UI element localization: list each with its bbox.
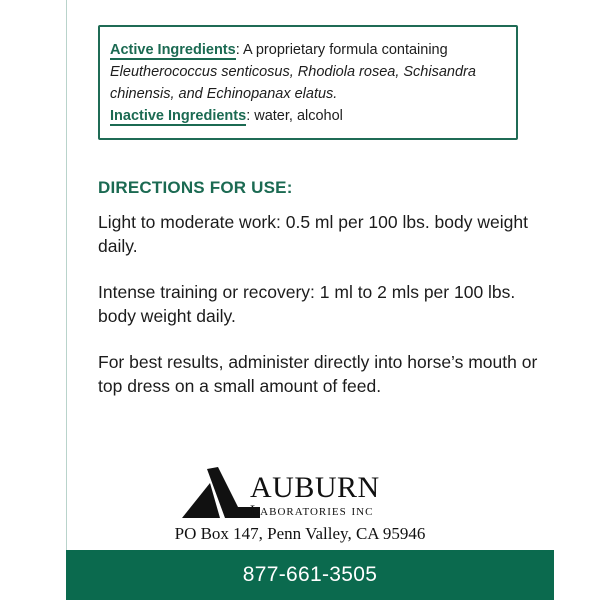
direction-administration: For best results, administer directly into horse’s mouth or top dress on a small amount of feed. [98, 352, 538, 396]
company-logo [180, 465, 450, 525]
active-ingredients-species: Eleutherococcus senticosus, Rhodiola rosea, Schisandra chinensis, and Echinopanax elatus. [110, 64, 476, 102]
inactive-ingredients-label: Inactive Ingredients [110, 108, 247, 124]
directions-heading: DIRECTIONS FOR USE: [98, 178, 293, 197]
directions-body [98, 210, 538, 420]
page-edge-divider [66, 0, 67, 600]
phone-number[interactable]: 877-661-3505 [242, 563, 378, 586]
direction-light-work: Light to moderate work: 0.5 ml per 100 lbs. body weight daily. [98, 212, 528, 256]
phone-banner [66, 550, 554, 600]
inactive-ingredients-text: : water, alcohol [246, 108, 343, 124]
active-ingredients-text: : A proprietary formula containing [235, 42, 448, 58]
active-ingredients-line [110, 39, 506, 61]
active-ingredients-label: Active Ingredients [110, 42, 236, 58]
ingredients-box [98, 25, 518, 140]
company-subtitle: Laboratories inc [250, 503, 374, 519]
company-name: AUBURN [250, 471, 380, 504]
mountain-logo-icon [180, 465, 260, 525]
direction-intense-training: Intense training or recovery: 1 ml to 2 mls per 100 lbs. body weight daily. [98, 282, 516, 326]
company-address: PO Box 147, Penn Valley, CA 95946 [174, 524, 426, 543]
inactive-ingredients-line [110, 105, 506, 127]
